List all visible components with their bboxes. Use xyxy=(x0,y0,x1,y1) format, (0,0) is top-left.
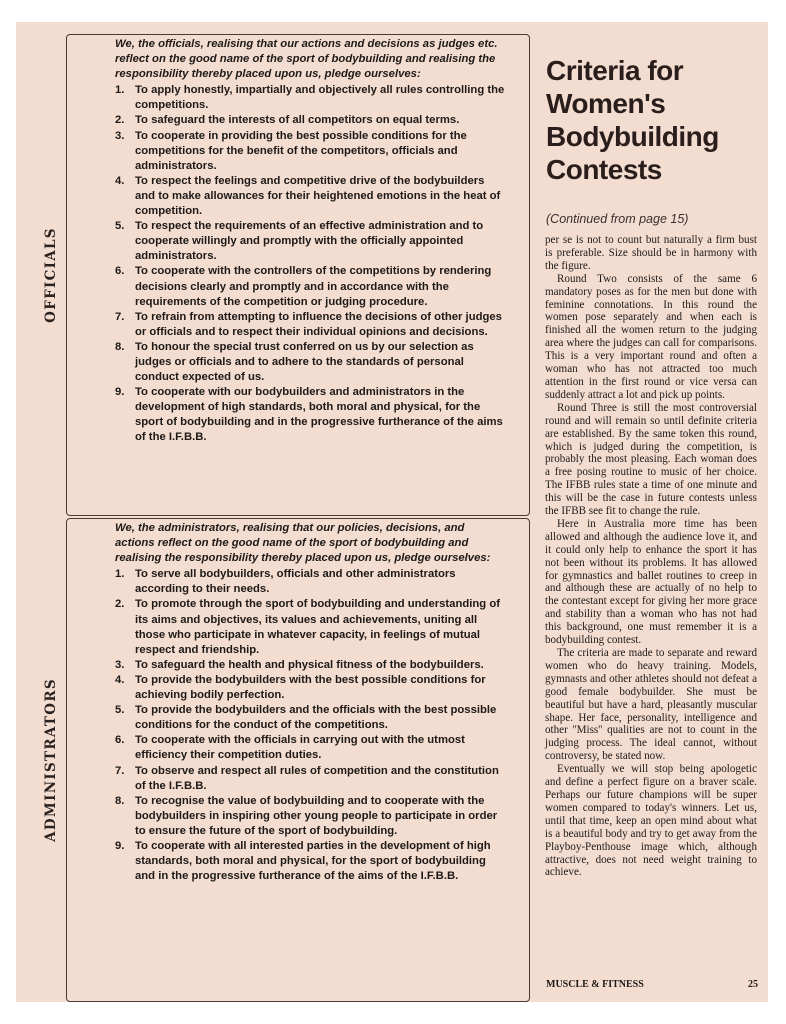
administrators-item: 2. To promote through the sport of bodybuilding and understanding of its aims and objectives, its values and achievements, uniting all those who participate in whatever capacity, in feelings of mutual respect and friendship. xyxy=(115,598,501,656)
officials-item: 1. To apply honestly, impartially and objectively all rules controlling the competitions. xyxy=(115,84,505,112)
administrators-item: 4. To provide the bodybuilders with the best possible conditions for achieving bodily perfection. xyxy=(115,673,486,702)
officials-item: 3. To cooperate in providing the best possible conditions for the competitions for the benefit of the competitors, officials and administrators. xyxy=(115,129,467,172)
article-paragraph: Round Three is still the most controversial round and will remain so until definite criteria are established. By the same token this round, which is judged during the competition, is probably the most pleasing. Each woman does a free posing routine to music of her choice. The IFBB rules state a time of one minute and this will be the case in future contests unless the IFBB see fit to change the rule. xyxy=(545,401,757,518)
article-paragraph: per se is not to count but naturally a firm bust is preferable. Size should be in harmony with the figure. xyxy=(545,234,757,272)
officials-item: 6. To cooperate with the controllers of the competitions by rendering decisions clearly and promptly and in accordance with the requirements of the competition or judging procedure. xyxy=(115,265,492,308)
administrators-item: 9. To cooperate with all interested parties in the development of high standards, both moral and physical, for the sport of bodybuilding and in the progressive furtherance of the aims of the I.F.B.B. xyxy=(115,839,491,883)
article-paragraph: Here in Australia more time has been allowed and although the audience love it, and it could only help to enhance the sport it has not been without its problems. It has allowed for gymnastics and ballet routines to creep in and although these are actually of no help to the contestant except for giving her more grace and stability than a woman who has not had this background, one must remember it is a bodybuilding contest. xyxy=(545,517,757,647)
article-paragraph: Round Two consists of the same 6 mandatory poses as for the men but done with feminine connotations. In this round the women pose separately and when each is finished all the women return to the judging area where the judges can call for comparisons. This is a very important round and often a woman who has not attracted too much attention in the first round or vice versa can suddenly attract a lot and pick up points. xyxy=(545,272,757,401)
article-title-line: Women's xyxy=(546,88,666,119)
officials-item: 7. To refrain from attempting to influence the decisions of other judges or officials and to respect their individual opinions and decisions. xyxy=(115,310,502,338)
administrators-label-text: ADMINISTRATORS xyxy=(43,678,60,842)
article-title-line: Contests xyxy=(546,154,662,185)
administrators-item: 8. To recognise the value of bodybuilding and to cooperate with the bodybuilders in inspiring other young people to participate in order to ensure the future of the sport of bodybuilding. xyxy=(115,794,498,837)
administrators-item: 7. To observe and respect all rules of competition and the constitution of the I.F.B.B. xyxy=(115,764,499,792)
page-footer xyxy=(546,979,758,990)
article-paragraph: The criteria are made to separate and reward women who do heavy training. Models, gymnasts and other athletes should not defeat a good female bodybuilder. She must be beautiful but have a hard, pleasantly muscular shape. Her face, personality, intelligence and other ''Miss'' qualities are not to count in the judging process. The ideal cannot, without controversy, be stated now. xyxy=(545,647,757,763)
administrators-item: 3. To safeguard the health and physical fitness of the bodybuilders. xyxy=(115,658,484,671)
officials-item: 8. To honour the special trust conferred on us by our selection as judges or officials and to adhere to the standards of personal conduct expected of us. xyxy=(115,340,474,384)
article-title-line: Bodybuilding xyxy=(546,121,719,152)
officials-pledge-box xyxy=(43,34,530,516)
administrators-item: 6. To cooperate with the officials in carrying out with the utmost efficiency their competition duties. xyxy=(115,734,465,762)
magazine-page xyxy=(16,22,768,1002)
magazine-name: MUSCLE & FITNESS xyxy=(546,979,644,990)
administrators-side-label xyxy=(31,519,71,1001)
administrators-list xyxy=(115,567,507,884)
officials-item: 5. To respect the requirements of an effective administration and to cooperate willingly and promptly with the officially appointed administrators. xyxy=(115,220,484,263)
officials-item: 4. To respect the feelings and competitive drive of the bodybuilders and to make allowances for their heightened emotions in the heat of competition. xyxy=(115,174,501,218)
administrators-pledge-content xyxy=(115,521,507,884)
article-title-line: Criteria for xyxy=(546,55,684,86)
administrators-intro: We, the administrators, realising that our policies, decisions, and actions reflect on the good name of the sport of bodybuilding and realising the responsibility thereby placed upon us, pledge ourselves: xyxy=(115,522,491,565)
officials-intro: We, the officials, realising that our actions and decisions as judges etc. reflect on the good name of the sport of bodybuilding and realising the responsibility thereby placed upon us, pledge ourselves: xyxy=(115,38,498,81)
continued-note: (Continued from page 15) xyxy=(546,212,689,226)
administrators-item: 5. To provide the bodybuilders and the officials with the best possible conditions for the conduct of the competitions. xyxy=(115,704,497,732)
officials-item: 2. To safeguard the interests of all competitors on equal terms. xyxy=(115,114,460,127)
administrators-item: 1. To serve all bodybuilders, officials and other administrators according to their needs. xyxy=(115,568,456,596)
article-title xyxy=(546,54,719,186)
article-body xyxy=(545,234,757,879)
officials-pledge-content xyxy=(115,37,507,446)
page-number: 25 xyxy=(748,979,758,990)
officials-side-label xyxy=(31,35,71,515)
article-paragraph: Eventually we will stop being apologetic and define a perfect figure on a braver scale. Perhaps our future champions will be super women compared to today's winners. Let us, until that time, keep an open mind about what is a beautiful body and try to get away from the Playboy-Penthouse image which, although attractive, does not need weight training to achieve. xyxy=(545,763,757,879)
administrators-pledge-box xyxy=(43,518,530,1002)
officials-list xyxy=(115,83,507,445)
officials-label-text: OFFICIALS xyxy=(43,227,60,323)
officials-item: 9. To cooperate with our bodybuilders and administrators in the development of high standards, both moral and physical, for the sport of bodybuilding and in the progressive furtherance of the aims of the I.F.B.B. xyxy=(115,386,503,444)
